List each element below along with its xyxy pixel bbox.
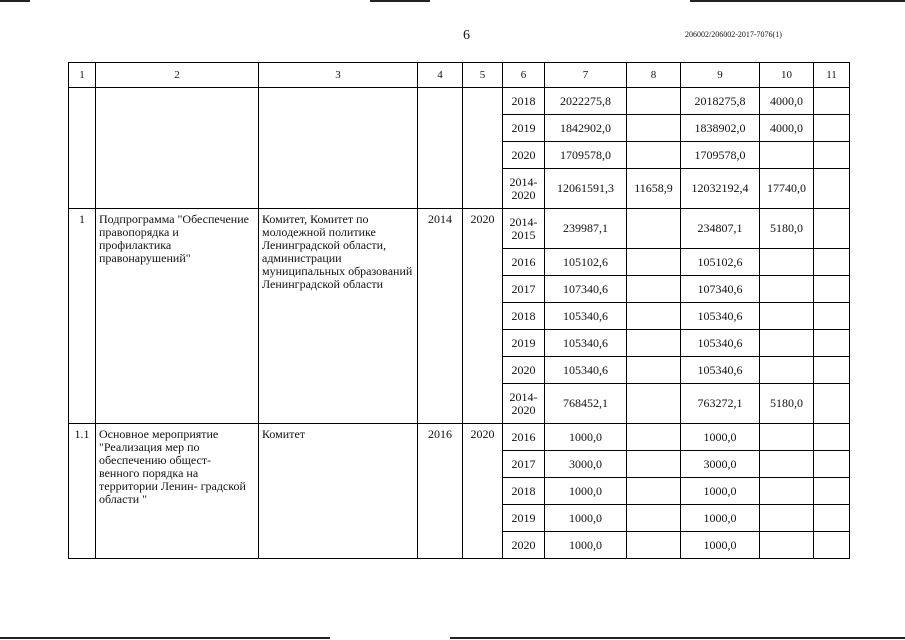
local-cell: [760, 276, 814, 303]
end-year: 2020: [463, 209, 503, 424]
year-cell: 2016: [503, 424, 545, 451]
federal-cell: [627, 357, 681, 384]
year-cell: 2014-2015: [503, 209, 545, 249]
local-cell: [760, 330, 814, 357]
other-cell: [814, 142, 850, 169]
total-cell: 107340,6: [545, 276, 627, 303]
other-cell: [814, 357, 850, 384]
page-number: 6: [463, 28, 470, 43]
top-scan-line-right: [690, 0, 905, 2]
column-header-1: 1: [69, 63, 96, 88]
table-row: [69, 209, 850, 249]
total-cell: 105340,6: [545, 303, 627, 330]
table-row: [69, 424, 850, 451]
local-cell: [760, 451, 814, 478]
year-cell: 2018: [503, 88, 545, 115]
total-cell: 1000,0: [545, 505, 627, 532]
federal-cell: [627, 209, 681, 249]
empty-cell: [259, 88, 418, 209]
total-cell: 1709578,0: [545, 142, 627, 169]
column-header-3: 3: [259, 63, 418, 88]
program-name: Подпрограмма "Обеспечение правопорядка и профилактика правонарушений": [96, 209, 259, 424]
empty-cell: [69, 88, 96, 209]
regional-cell: 2018275,8: [681, 88, 760, 115]
other-cell: [814, 303, 850, 330]
year-cell: 2014-2020: [503, 384, 545, 424]
column-header-10: 10: [760, 63, 814, 88]
bottom-scan-line-left: [0, 637, 330, 639]
regional-cell: 1838902,0: [681, 115, 760, 142]
column-header-9: 9: [681, 63, 760, 88]
empty-cell: [96, 88, 259, 209]
start-year: 2016: [418, 424, 463, 559]
year-cell: 2018: [503, 303, 545, 330]
local-cell: [760, 142, 814, 169]
local-cell: [760, 478, 814, 505]
program-name: Основное мероприятие "Реализация мер по обеспечению общест- венного порядка на территории Ленин- градской области ": [96, 424, 259, 559]
regional-cell: 105340,6: [681, 357, 760, 384]
local-cell: 4000,0: [760, 115, 814, 142]
local-cell: 4000,0: [760, 88, 814, 115]
regional-cell: 763272,1: [681, 384, 760, 424]
year-cell: 2020: [503, 142, 545, 169]
year-cell: 2016: [503, 249, 545, 276]
regional-cell: 12032192,4: [681, 169, 760, 209]
row-number: 1.1: [69, 424, 96, 559]
year-cell: 2019: [503, 115, 545, 142]
other-cell: [814, 115, 850, 142]
local-cell: [760, 505, 814, 532]
column-header-4: 4: [418, 63, 463, 88]
other-cell: [814, 276, 850, 303]
federal-cell: [627, 505, 681, 532]
executor: Комитет: [259, 424, 418, 559]
federal-cell: [627, 303, 681, 330]
year-cell: 2020: [503, 532, 545, 559]
local-cell: 17740,0: [760, 169, 814, 209]
federal-cell: [627, 276, 681, 303]
federal-cell: [627, 532, 681, 559]
other-cell: [814, 209, 850, 249]
local-cell: [760, 303, 814, 330]
total-cell: 1000,0: [545, 424, 627, 451]
year-cell: 2020: [503, 357, 545, 384]
federal-cell: [627, 478, 681, 505]
total-cell: 2022275,8: [545, 88, 627, 115]
other-cell: [814, 249, 850, 276]
total-cell: 3000,0: [545, 451, 627, 478]
federal-cell: [627, 451, 681, 478]
table-row: [69, 63, 850, 88]
local-cell: [760, 249, 814, 276]
other-cell: [814, 505, 850, 532]
total-cell: 105340,6: [545, 357, 627, 384]
empty-cell: [418, 88, 463, 209]
total-cell: 105102,6: [545, 249, 627, 276]
regional-cell: 107340,6: [681, 276, 760, 303]
year-cell: 2018: [503, 478, 545, 505]
total-cell: 12061591,3: [545, 169, 627, 209]
row-number: 1: [69, 209, 96, 424]
column-header-2: 2: [96, 63, 259, 88]
regional-cell: 1709578,0: [681, 142, 760, 169]
federal-cell: [627, 142, 681, 169]
other-cell: [814, 384, 850, 424]
year-cell: 2017: [503, 451, 545, 478]
total-cell: 768452,1: [545, 384, 627, 424]
bottom-scan-line-right: [450, 637, 905, 639]
column-header-6: 6: [503, 63, 545, 88]
total-cell: 1000,0: [545, 478, 627, 505]
table-row: [69, 88, 850, 115]
federal-cell: 11658,9: [627, 169, 681, 209]
total-cell: 105340,6: [545, 330, 627, 357]
year-cell: 2019: [503, 330, 545, 357]
total-cell: 1000,0: [545, 532, 627, 559]
executor: Комитет, Комитет по молодежной политике Ленинградской области, администрации муниципальных образований Ленинградской области: [259, 209, 418, 424]
budget-table: [68, 62, 850, 559]
regional-cell: 234807,1: [681, 209, 760, 249]
year-cell: 2019: [503, 505, 545, 532]
column-header-11: 11: [814, 63, 850, 88]
federal-cell: [627, 115, 681, 142]
start-year: 2014: [418, 209, 463, 424]
empty-cell: [463, 88, 503, 209]
other-cell: [814, 88, 850, 115]
year-cell: 2014-2020: [503, 169, 545, 209]
document-code: 206002/206002-2017-7076(1): [685, 30, 782, 39]
regional-cell: 1000,0: [681, 505, 760, 532]
federal-cell: [627, 384, 681, 424]
regional-cell: 1000,0: [681, 532, 760, 559]
local-cell: [760, 357, 814, 384]
regional-cell: 3000,0: [681, 451, 760, 478]
top-scan-line-left: [0, 0, 30, 2]
regional-cell: 1000,0: [681, 478, 760, 505]
regional-cell: 1000,0: [681, 424, 760, 451]
local-cell: 5180,0: [760, 209, 814, 249]
other-cell: [814, 451, 850, 478]
federal-cell: [627, 330, 681, 357]
other-cell: [814, 330, 850, 357]
other-cell: [814, 532, 850, 559]
year-cell: 2017: [503, 276, 545, 303]
federal-cell: [627, 424, 681, 451]
column-header-8: 8: [627, 63, 681, 88]
total-cell: 1842902,0: [545, 115, 627, 142]
column-header-7: 7: [545, 63, 627, 88]
end-year: 2020: [463, 424, 503, 559]
regional-cell: 105340,6: [681, 303, 760, 330]
other-cell: [814, 169, 850, 209]
federal-cell: [627, 249, 681, 276]
regional-cell: 105102,6: [681, 249, 760, 276]
other-cell: [814, 478, 850, 505]
local-cell: [760, 532, 814, 559]
total-cell: 239987,1: [545, 209, 627, 249]
federal-cell: [627, 88, 681, 115]
column-header-5: 5: [463, 63, 503, 88]
regional-cell: 105340,6: [681, 330, 760, 357]
local-cell: [760, 424, 814, 451]
local-cell: 5180,0: [760, 384, 814, 424]
other-cell: [814, 424, 850, 451]
top-scan-line-mid: [370, 0, 430, 2]
